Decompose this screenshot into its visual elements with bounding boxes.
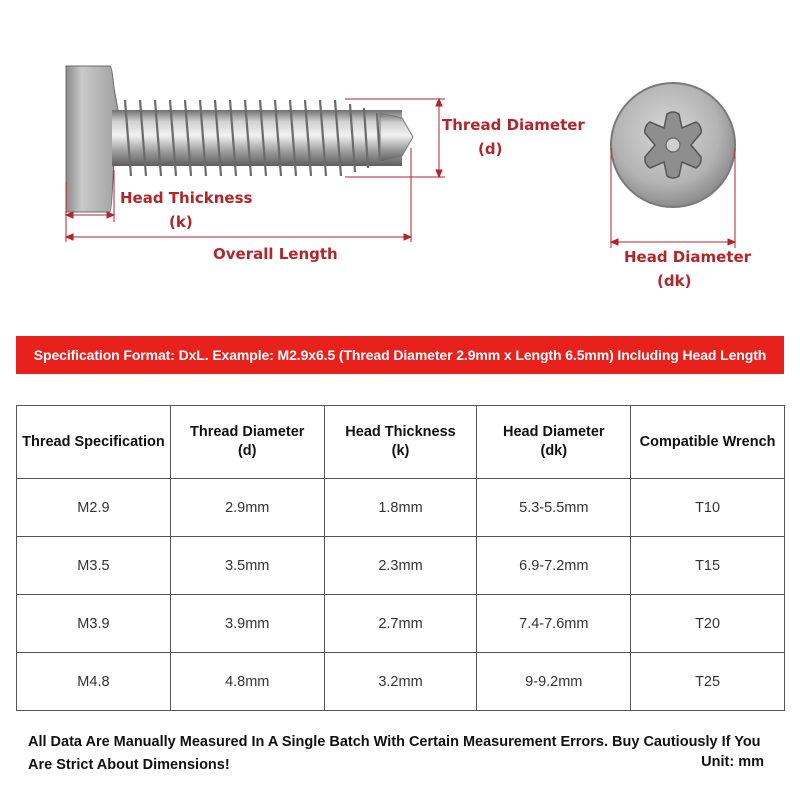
table-cell: 3.9mm [170, 595, 324, 653]
table-cell: T20 [631, 595, 785, 653]
table-cell: 2.9mm [170, 479, 324, 537]
table-cell: T15 [631, 537, 785, 595]
table-cell: 7.4-7.6mm [477, 595, 631, 653]
head-thickness-symbol: (k) [169, 213, 193, 231]
measurement-note: All Data Are Manually Measured In A Single Batch With Certain Measurement Errors. Buy Cautiously If You Are Strict About Dimensions! [28, 734, 761, 773]
screw-tip [380, 113, 413, 162]
table-cell: 2.7mm [324, 595, 477, 653]
table-row [17, 595, 785, 653]
table-cell: T10 [631, 479, 785, 537]
table-cell: T25 [631, 653, 785, 711]
table-row [17, 653, 785, 711]
table-cell: M2.9 [17, 479, 171, 537]
head-thickness-label: Head Thickness [120, 189, 253, 207]
table-cell: 3.2mm [324, 653, 477, 711]
specification-banner: Specification Format: DxL. Example: M2.9x6.5 (Thread Diameter 2.9mm x Length 6.5mm) Including Head Length [16, 336, 784, 374]
table-cell: 1.8mm [324, 479, 477, 537]
table-cell: M4.8 [17, 653, 171, 711]
header-head-thickness: Head Thickness (k) [324, 406, 477, 479]
table-cell: 2.3mm [324, 537, 477, 595]
table-cell: M3.9 [17, 595, 171, 653]
head-diameter-label: Head Diameter [624, 248, 752, 266]
table-header-row [17, 406, 785, 479]
header-thread-specification: Thread Specification [17, 406, 171, 479]
screw-head [66, 66, 119, 212]
spec-table [16, 405, 785, 711]
table-cell: 9-9.2mm [477, 653, 631, 711]
overall-length-label: Overall Length [213, 245, 338, 263]
table-cell: 6.9-7.2mm [477, 537, 631, 595]
header-head-diameter: Head Diameter (dk) [477, 406, 631, 479]
table-row [17, 537, 785, 595]
table-row [17, 479, 785, 537]
header-thread-diameter: Thread Diameter (d) [170, 406, 324, 479]
table-cell: M3.5 [17, 537, 171, 595]
unit-label: Unit: mm [701, 754, 764, 770]
thread-diameter-label: Thread Diameter [442, 116, 585, 134]
head-diameter-symbol: (dk) [657, 272, 692, 290]
table-cell: 5.3-5.5mm [477, 479, 631, 537]
table-cell: 3.5mm [170, 537, 324, 595]
thread-diameter-symbol: (d) [478, 140, 503, 158]
header-compatible-wrench: Compatible Wrench [631, 406, 785, 479]
screw-diagram [0, 0, 800, 330]
table-cell: 4.8mm [170, 653, 324, 711]
